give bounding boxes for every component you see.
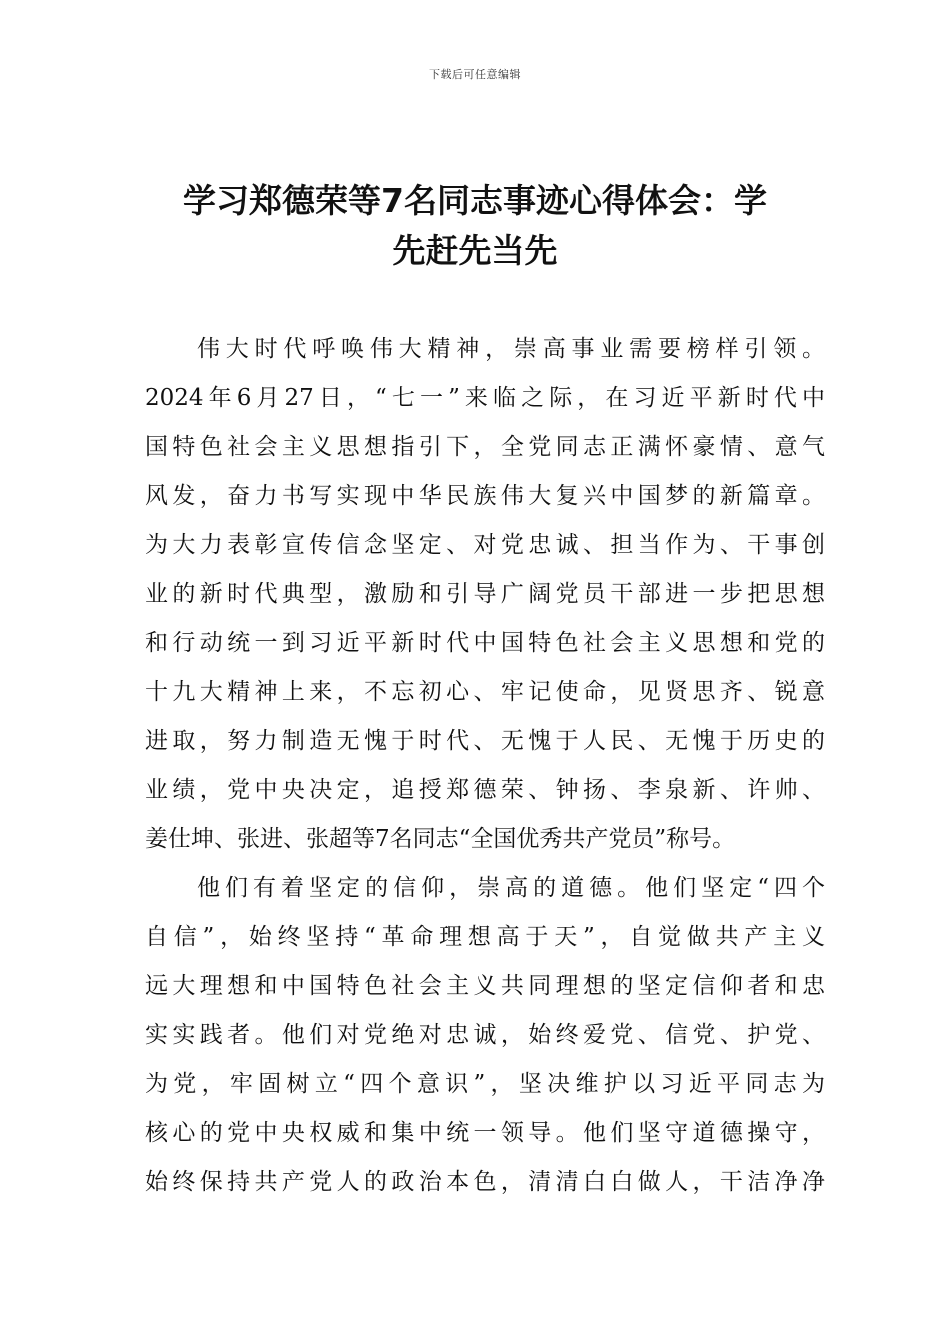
document-body — [145, 325, 825, 1207]
paragraph-line: 伟大时代呼唤伟大精神，崇高事业需要榜样引领。 — [197, 336, 825, 362]
paragraph-1 — [145, 325, 825, 864]
paragraph-line: 他们有着坚定的信仰，崇高的道德。他们坚定“四个 — [197, 875, 825, 901]
paragraph-line: 为党，牢固树立“四个意识”，坚决维护以习近平同志为 — [145, 1071, 825, 1097]
paragraph-line: 十九大精神上来，不忘初心、牢记使命，见贤思齐、锐意 — [145, 679, 825, 705]
paragraph-line: 自信”，始终坚持“革命理想高于天”，自觉做共产主义 — [145, 924, 825, 950]
paragraph-line: 和行动统一到习近平新时代中国特色社会主义思想和党的 — [145, 630, 825, 656]
paragraph-line: 姜仕坤、张进、张超等7名同志“全国优秀共产党员”称号。 — [145, 826, 736, 852]
paragraph-line: 2024年6月27日，“七一”来临之际，在习近平新时代中 — [145, 385, 825, 411]
paragraph-line: 核心的党中央权威和集中统一领导。他们坚守道德操守， — [145, 1120, 825, 1146]
paragraph-line: 进取，努力制造无愧于时代、无愧于人民、无愧于历史的 — [145, 728, 825, 754]
paragraph-line: 风发，奋力书写实现中华民族伟大复兴中国梦的新篇章。 — [145, 483, 825, 509]
title-line: 学习郑德荣等7名同志事迹心得体会：学 — [183, 181, 767, 220]
paragraph-line: 业的新时代典型，激励和引导广阔党员干部进一步把思想 — [145, 581, 825, 607]
document-title — [130, 176, 820, 276]
paragraph-line: 始终保持共产党人的政治本色，清清白白做人，干洁净净 — [145, 1169, 825, 1195]
paragraph-line: 国特色社会主义思想指引下，全党同志正满怀豪情、意气 — [145, 434, 825, 460]
paragraph-line: 远大理想和中国特色社会主义共同理想的坚定信仰者和忠 — [145, 973, 825, 999]
header-note: 下载后可任意编辑 — [429, 68, 521, 81]
paragraph-line: 为大力表彰宣传信念坚定、对党忠诚、担当作为、干事创 — [145, 532, 825, 558]
paragraph-2 — [145, 864, 825, 1207]
title-line: 先赶先当先 — [392, 231, 558, 270]
paragraph-line: 实实践者。他们对党绝对忠诚，始终爱党、信党、护党、 — [145, 1022, 825, 1048]
paragraph-line: 业绩，党中央决定，追授郑德荣、钟扬、李泉新、许帅、 — [145, 777, 825, 803]
